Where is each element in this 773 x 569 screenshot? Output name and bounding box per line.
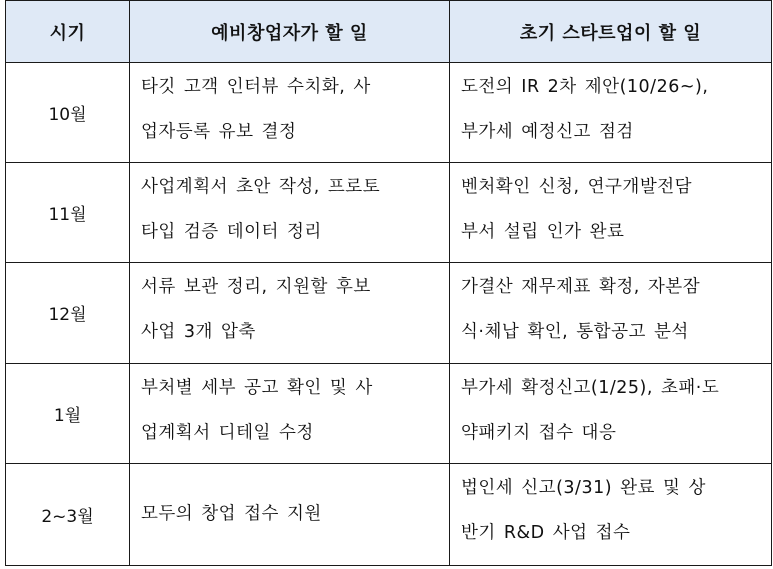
period-cell: 11월 bbox=[6, 163, 130, 263]
early-startup-cell bbox=[450, 63, 772, 163]
cell-line: 타입 검증 데이터 정리 bbox=[141, 222, 322, 243]
cell-line: 업계획서 디테일 수정 bbox=[141, 422, 314, 443]
cell-line: 사업계획서 초안 작성, 프로토 bbox=[141, 177, 381, 198]
cell-line: 가결산 재무제표 확정, 자본잠 bbox=[461, 277, 701, 298]
table-row bbox=[6, 463, 772, 565]
period-cell: 12월 bbox=[6, 263, 130, 363]
pre-founder-cell bbox=[130, 463, 450, 565]
table-row bbox=[6, 363, 772, 463]
schedule-table bbox=[5, 0, 772, 566]
cell-line: 부가세 확정신고(1/25), 초패·도 bbox=[461, 377, 720, 398]
early-startup-cell bbox=[450, 263, 772, 363]
early-startup-cell bbox=[450, 363, 772, 463]
header-period: 시기 bbox=[6, 1, 130, 63]
table-row bbox=[6, 163, 772, 263]
cell-line: 타깃 고객 인터뷰 수치화, 사 bbox=[141, 77, 371, 97]
cell-line: 사업 3개 압축 bbox=[141, 322, 256, 343]
cell-line: 벤처확인 신청, 연구개발전담 bbox=[461, 177, 693, 198]
header-early-startup: 초기 스타트업이 할 일 bbox=[450, 1, 772, 63]
cell-line: 약패키지 접수 대응 bbox=[461, 422, 617, 443]
period-cell: 2~3월 bbox=[6, 463, 130, 565]
cell-line: 서류 보관 정리, 지원할 후보 bbox=[141, 277, 371, 298]
period-cell: 1월 bbox=[6, 363, 130, 463]
pre-founder-cell bbox=[130, 163, 450, 263]
cell-line: 법인세 신고(3/31) 완료 및 상 bbox=[461, 477, 706, 498]
table-row bbox=[6, 63, 772, 163]
pre-founder-cell bbox=[130, 363, 450, 463]
cell-line: 부가세 예정신고 점검 bbox=[461, 122, 634, 142]
header-pre-founder: 예비창업자가 할 일 bbox=[130, 1, 450, 63]
cell-line: 반기 R&D 사업 접수 bbox=[461, 522, 631, 543]
cell-line: 부처별 세부 공고 확인 및 사 bbox=[141, 377, 373, 398]
early-startup-cell bbox=[450, 463, 772, 565]
period-cell: 10월 bbox=[6, 63, 130, 163]
early-startup-cell bbox=[450, 163, 772, 263]
cell-line: 부서 설립 인가 완료 bbox=[461, 222, 625, 243]
cell-line: 모두의 창업 접수 지원 bbox=[141, 503, 322, 524]
table-row bbox=[6, 263, 772, 363]
cell-line: 업자등록 유보 결정 bbox=[141, 122, 297, 142]
pre-founder-cell bbox=[130, 63, 450, 163]
header-row bbox=[6, 1, 772, 63]
pre-founder-cell bbox=[130, 263, 450, 363]
cell-line: 식·체납 확인, 통합공고 분석 bbox=[461, 322, 689, 343]
cell-line: 도전의 IR 2차 제안(10/26~), bbox=[461, 77, 709, 97]
